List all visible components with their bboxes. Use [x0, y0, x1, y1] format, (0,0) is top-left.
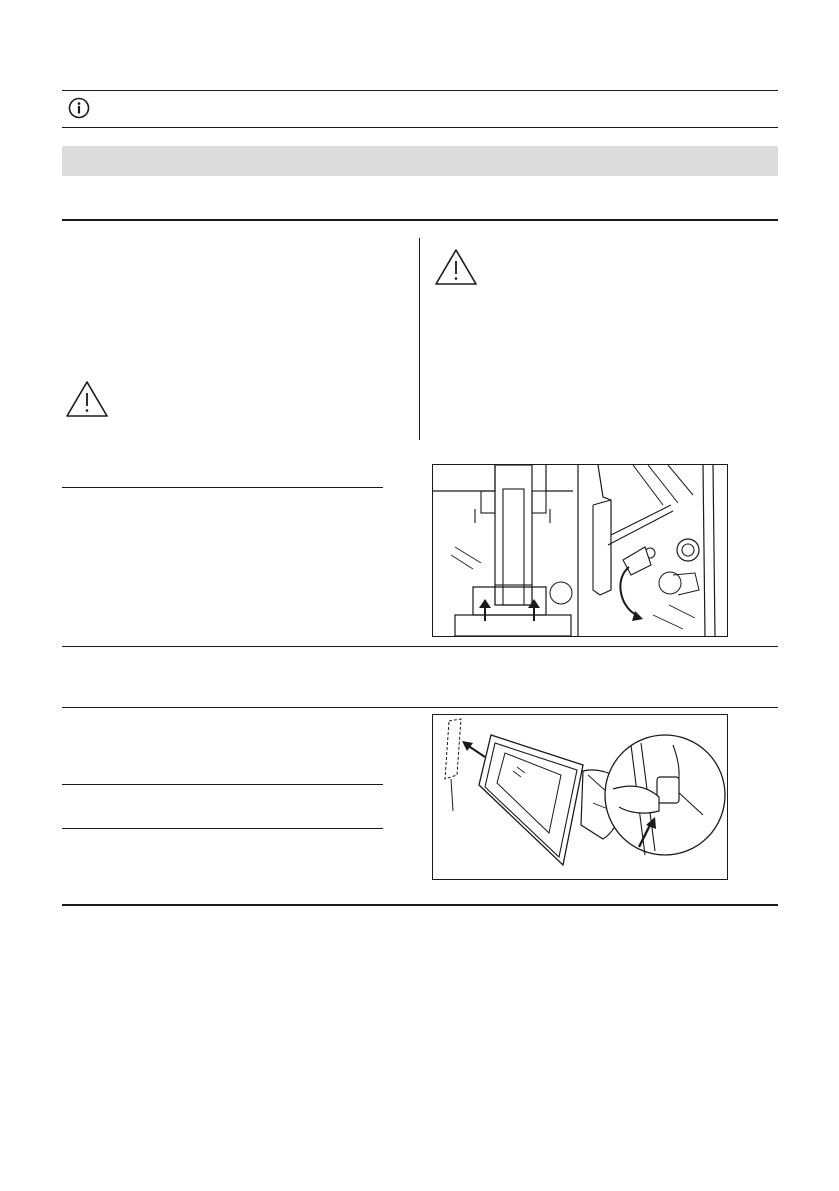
column-divider	[419, 238, 420, 440]
warning-triangle-icon	[64, 379, 110, 419]
info-note-bottom-rule	[62, 127, 778, 128]
step-rule-3	[62, 828, 383, 829]
section-divider-rule	[62, 646, 778, 647]
info-note-top-rule	[62, 90, 778, 91]
page-bottom-rule	[62, 904, 778, 906]
subsection-rule-2	[62, 707, 778, 708]
door-glass-illustration	[433, 715, 727, 879]
door-hinge-illustration	[433, 465, 727, 636]
info-circle-icon	[68, 97, 90, 119]
subsection-rule	[62, 219, 778, 221]
step-rule	[62, 487, 383, 488]
step-rule-2	[62, 784, 383, 785]
door-hinge-figure	[432, 464, 728, 637]
door-glass-removal-figure	[432, 714, 728, 880]
section-heading-band	[62, 146, 778, 176]
warning-triangle-icon-right	[433, 247, 479, 287]
